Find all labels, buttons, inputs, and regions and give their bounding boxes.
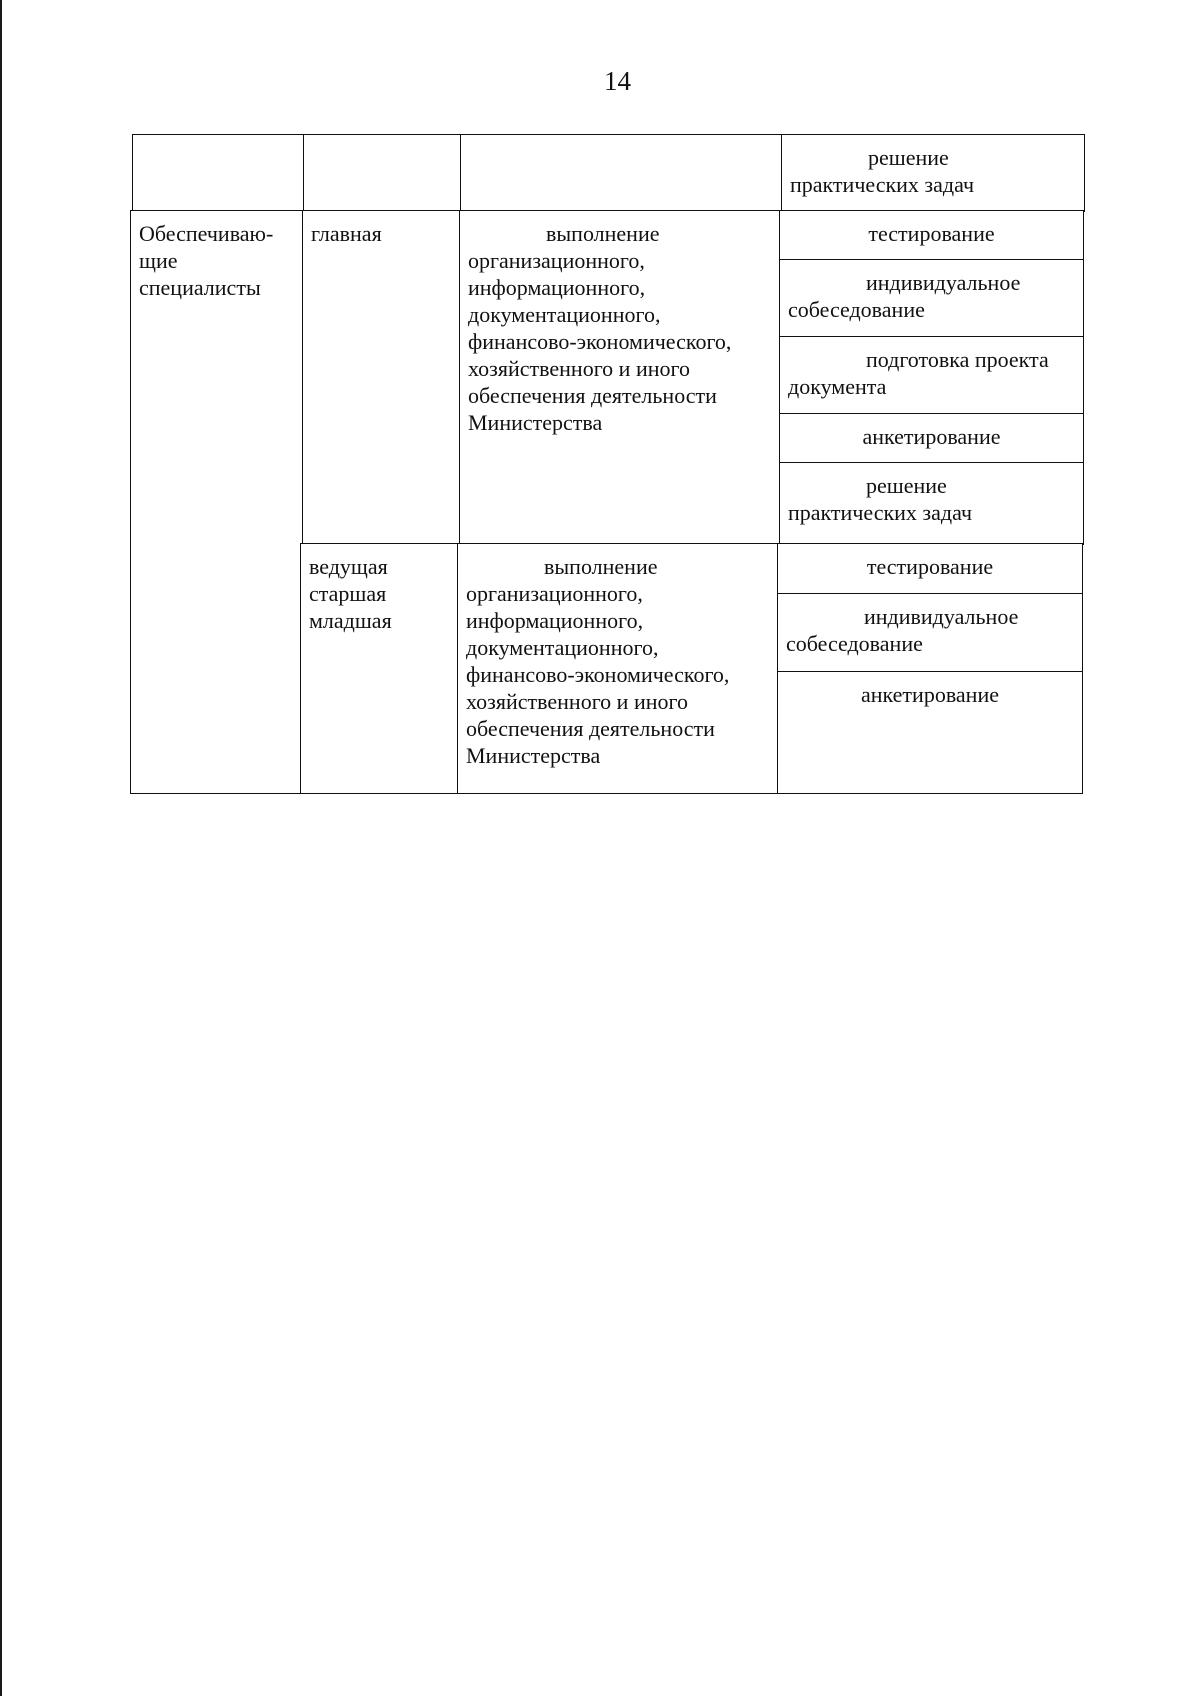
qualification-table — [128, 134, 1084, 794]
table-cell-function: выполнение организационного, информационного, документационного, финансово-экономического, хозяйственного и иного обеспечения деятельности Министерства — [457, 543, 779, 794]
scan-left-edge — [0, 0, 2, 1696]
table-cell-group: главная — [302, 210, 461, 545]
table-cell-method: подготовка проекта документа — [779, 336, 1084, 415]
table-cell-method: решение практических задач — [779, 462, 1084, 545]
table-cell-method: индивидуальное собеседование — [779, 259, 1084, 338]
page-number: 14 — [604, 66, 631, 96]
table-cell-category: Обеспечиваю- щие специалисты — [130, 210, 304, 794]
table-cell-category-empty — [132, 134, 305, 212]
table-cell-method: индивидуальное собеседование — [777, 593, 1083, 673]
table-cell-method: тестирование — [777, 543, 1083, 595]
table-cell-group: ведущая старшая младшая — [300, 543, 459, 794]
table-cell-method: тестирование — [779, 210, 1084, 261]
table-cell-function-empty — [460, 134, 783, 212]
table-cell-method: анкетирование — [779, 413, 1084, 464]
table-cell-method: анкетирование — [777, 671, 1083, 794]
table-cell-group-empty — [303, 134, 462, 212]
table-cell-method: решение практических задач — [781, 134, 1085, 212]
table-cell-function: выполнение организационного, информационного, документационного, финансово-экономического, хозяйственного и иного обеспечения деятельности Министерства — [459, 210, 781, 545]
